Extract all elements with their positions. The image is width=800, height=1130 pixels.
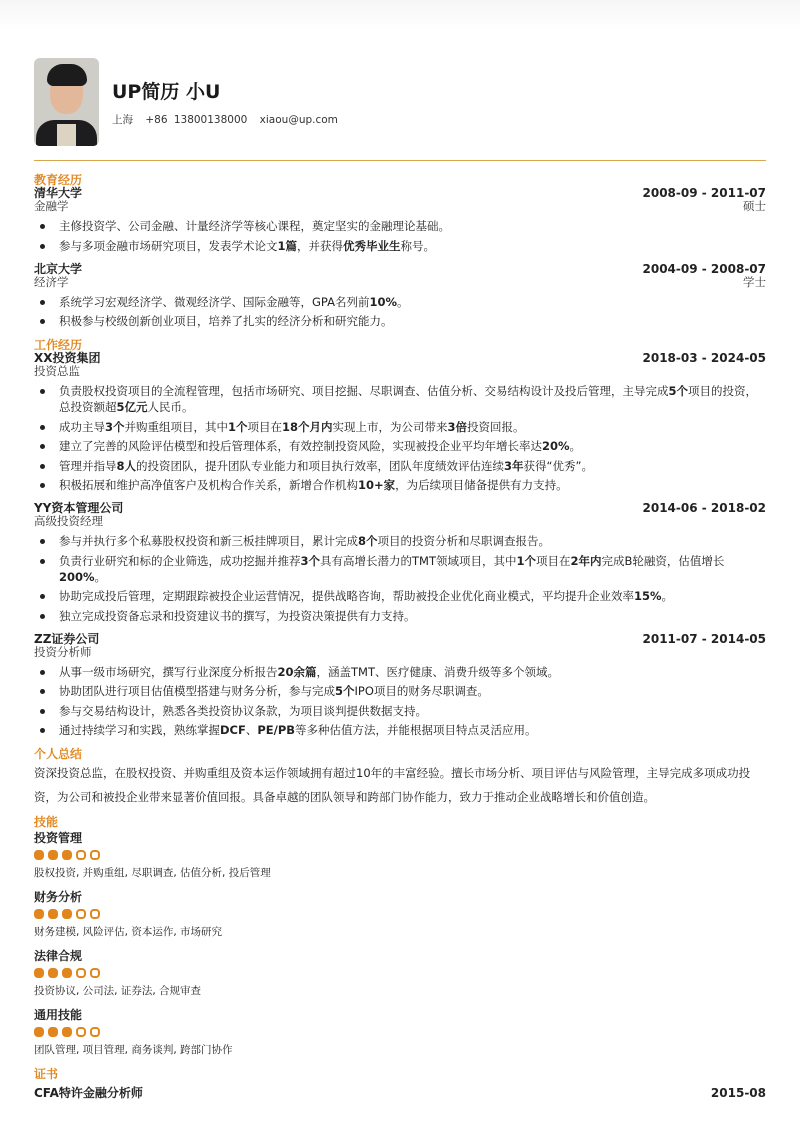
rating-dot-filled-icon: [48, 968, 58, 978]
section-title: 工作经历: [34, 338, 83, 352]
work-item: [34, 502, 766, 624]
rating-dot-empty-icon: [76, 850, 86, 860]
skill-rating: [34, 968, 766, 978]
education-section: [34, 173, 766, 329]
bullet-list: [34, 383, 766, 493]
bullet-text: 参与交易结构设计，熟悉各类投资协议条款，为项目谈判提供数据支持。: [59, 703, 427, 718]
bullet-text: 从事一级市场研究，撰写行业深度分析报告: [59, 664, 278, 679]
rating-dot-empty-icon: [90, 968, 100, 978]
bullet-list: [34, 218, 766, 254]
item-header: [34, 633, 766, 646]
skill-item: [34, 947, 766, 998]
role-or-major: 高级投资经理: [34, 514, 103, 528]
bullet-item: [34, 477, 766, 493]
bullet-item: [34, 703, 766, 719]
highlight-text: 5个: [668, 384, 689, 398]
bullet-text: 。: [94, 569, 107, 584]
rating-dot-filled-icon: [62, 850, 72, 860]
highlight-text: 5亿元: [116, 400, 148, 414]
page-top-shade: [0, 0, 800, 30]
rating-dot-filled-icon: [34, 909, 44, 919]
bullet-text: 的投资团队，提升团队专业能力和项目执行效率，团队年度绩效评估连续: [136, 458, 505, 473]
bullet-text: 通过持续学习和实践，熟练掌握: [59, 723, 220, 737]
rating-dot-filled-icon: [62, 968, 72, 978]
bullet-text: IPO项目的财务尽职调查。: [354, 684, 489, 698]
bullet-text: 积极参与校级创新创业项目，培养了扎实的经济分析和研究能力。: [59, 314, 393, 328]
bullet-text: 参与多项金融市场研究项目，发表学术论文: [59, 238, 278, 253]
rating-dot-empty-icon: [90, 1027, 100, 1037]
item-header: [34, 502, 766, 515]
bullet-text: ，涵盖TMT、医疗健康、消费升级等多个领域。: [316, 664, 559, 679]
bullet-text: ，并获得: [297, 238, 344, 253]
highlight-text: 1篇: [277, 238, 298, 253]
avatar-photo: [34, 58, 99, 146]
highlight-text: 2年内: [570, 553, 602, 568]
bullet-text: 项目的投资分析和尽职调查报告。: [377, 534, 551, 548]
bullet-text: 协助团队进行项目估值模型搭建与财务分析，参与完成: [59, 684, 335, 698]
email[interactable]: xiaou@up.com: [259, 114, 338, 126]
bullet-item: [34, 588, 766, 604]
skill-name: 财务分析: [34, 890, 83, 904]
bullet-item: [34, 294, 766, 310]
rating-dot-filled-icon: [34, 1027, 44, 1037]
highlight-text: 200%: [59, 569, 95, 584]
bullet-text: 、: [245, 723, 258, 737]
bullet-text: 项目在: [247, 419, 283, 434]
bullet-text: 投资回报。: [467, 419, 525, 434]
resume-header: [34, 58, 344, 146]
education-item: [34, 263, 766, 330]
work-item: [34, 352, 766, 493]
bullet-item: [34, 238, 766, 254]
highlight-text: 3个: [300, 553, 321, 568]
contact-info: [112, 112, 344, 127]
bullet-item: [34, 438, 766, 454]
organization: ZZ证券公司: [34, 631, 100, 646]
role-or-major: 投资分析师: [34, 644, 92, 659]
date-range: 2011-07 - 2014-05: [642, 631, 766, 646]
bullet-item: [34, 218, 766, 234]
highlight-text: 8个: [358, 534, 378, 548]
date-range: 2004-09 - 2008-07: [642, 261, 766, 276]
bullet-text: 称号。: [400, 238, 436, 253]
date-range: 2008-09 - 2011-07: [642, 186, 766, 200]
skill-rating: [34, 909, 766, 919]
bullet-text: 协助完成投后管理，定期跟踪被投企业运营情况，提供战略咨询，帮助被投企业优化商业模式，平均提升企业效率: [59, 589, 634, 603]
item-subheader: [34, 276, 766, 289]
item-subheader: [34, 365, 766, 378]
resume-body: [34, 173, 766, 1100]
highlight-text: 1个: [516, 553, 537, 568]
section-title: 证书: [34, 1067, 59, 1081]
bullet-text: 负责行业研究和标的企业筛选，成功挖掘并推荐: [59, 553, 301, 568]
rating-dot-filled-icon: [48, 1027, 58, 1037]
skill-item: [34, 1006, 766, 1057]
skill-item: [34, 888, 766, 939]
organization: 清华大学: [34, 186, 83, 200]
rating-dot-filled-icon: [48, 909, 58, 919]
phone: +86 13800138000: [145, 114, 248, 126]
bullet-text: 。: [397, 294, 409, 309]
rating-dot-filled-icon: [62, 909, 72, 919]
bullet-text: 系统学习宏观经济学、微观经济学、国际金融等，GPA名列前: [59, 294, 370, 309]
highlight-text: 15%: [634, 589, 662, 603]
bullet-text: 建立了完善的风险评估模型和投后管理体系，有效控制投资风险，实现被投企业平均年增长率达: [59, 439, 542, 453]
bullet-text: 等多种估值方法，并能根据项目特点灵活应用。: [295, 723, 537, 737]
skill-tags: 团队管理, 项目管理, 商务谈判, 跨部门协作: [34, 1044, 233, 1056]
section-title: 技能: [34, 815, 59, 829]
role-or-major: 投资总监: [34, 364, 80, 378]
skill-tags: 投资协议, 公司法, 证券法, 合规审查: [34, 985, 202, 997]
rating-dot-filled-icon: [62, 1027, 72, 1037]
bullet-text: ，为后续项目储备提供有力支持。: [395, 478, 568, 492]
work-section: [34, 338, 766, 738]
skill-name: 投资管理: [34, 831, 83, 845]
highlight-text: 20余篇: [277, 664, 317, 679]
bullet-text: 负责股权投资项目的全流程管理，包括市场研究、项目挖掘、尽职调查、估值分析、交易结构设计及投后管理，主导完成: [59, 384, 669, 398]
bullet-item: [34, 419, 766, 435]
section-title: 教育经历: [34, 173, 83, 187]
bullet-text: 。: [569, 439, 582, 453]
bullet-item: [34, 313, 766, 329]
rating-dot-empty-icon: [76, 909, 86, 919]
bullet-text: 参与并执行多个私募股权投资和新三板挂牌项目，累计完成: [59, 534, 358, 548]
skill-tags: 财务建模, 风险评估, 资本运作, 市场研究: [34, 926, 223, 938]
highlight-text: 18个月内: [282, 419, 333, 434]
section-title: 个人总结: [34, 747, 83, 761]
rating-dot-empty-icon: [90, 909, 100, 919]
highlight-text: 优秀毕业生: [343, 238, 401, 253]
bullet-item: [34, 533, 766, 549]
degree: 学士: [743, 274, 766, 289]
header-divider: [34, 160, 766, 161]
certificate-date: 2015-08: [710, 1086, 766, 1100]
highlight-text: 1个: [228, 419, 248, 434]
education-item: [34, 187, 766, 254]
highlight-text: 10%: [369, 294, 398, 309]
item-subheader: [34, 200, 766, 213]
date-range: 2018-03 - 2024-05: [642, 351, 766, 365]
highlight-text: 10+家: [358, 478, 396, 492]
bullet-text: 完成B轮融资，估值增长: [601, 553, 725, 568]
bullet-list: [34, 294, 766, 330]
bullet-item: [34, 458, 766, 474]
bullet-list: [34, 664, 766, 739]
highlight-text: DCF: [220, 723, 246, 737]
summary-section: [34, 747, 766, 809]
candidate-name: UP简历 小U: [112, 81, 221, 103]
bullet-text: 具有高增长潜力的TMT领域项目，其中: [320, 553, 517, 568]
work-item: [34, 633, 766, 739]
rating-dot-empty-icon: [76, 968, 86, 978]
item-subheader: [34, 646, 766, 659]
item-header: [34, 187, 766, 200]
bullet-text: 独立完成投资备忘录和投资建议书的撰写，为投资决策提供有力支持。: [59, 608, 416, 623]
city: 上海: [112, 114, 133, 126]
highlight-text: PE/PB: [257, 723, 296, 737]
skill-name: 通用技能: [34, 1008, 83, 1022]
bullet-text: 主修投资学、公司金融、计量经济学等核心课程，奠定坚实的金融理论基础。: [59, 219, 450, 233]
skill-rating: [34, 850, 766, 860]
bullet-item: [34, 722, 766, 738]
bullet-text: 积极拓展和维护高净值客户及机构合作关系，新增合作机构: [59, 478, 358, 492]
bullet-list: [34, 533, 766, 624]
skill-tags: 股权投资, 并购重组, 尽职调查, 估值分析, 投后管理: [34, 867, 271, 879]
highlight-text: 20%: [542, 439, 570, 453]
organization: XX投资集团: [34, 351, 101, 365]
item-subheader: [34, 515, 766, 528]
bullet-item: [34, 664, 766, 680]
bullet-text: 。: [661, 589, 674, 603]
role-or-major: 金融学: [34, 199, 69, 213]
organization: 北京大学: [34, 261, 83, 276]
certificate-item: [34, 1087, 766, 1100]
bullet-text: 项目在: [536, 553, 571, 568]
bullet-text: 管理并指导: [59, 458, 117, 473]
rating-dot-empty-icon: [90, 850, 100, 860]
rating-dot-filled-icon: [34, 850, 44, 860]
highlight-text: 3年: [504, 458, 524, 473]
bullet-item: [34, 683, 766, 699]
certificate-name: CFA特许金融分析师: [34, 1086, 143, 1100]
rating-dot-empty-icon: [76, 1027, 86, 1037]
skills-section: [34, 815, 766, 1057]
degree: 硕士: [743, 199, 766, 213]
skill-name: 法律合规: [34, 949, 83, 963]
skill-rating: [34, 1027, 766, 1037]
date-range: 2014-06 - 2018-02: [642, 501, 766, 515]
organization: YY资本管理公司: [34, 501, 124, 515]
bullet-item: [34, 383, 766, 415]
certificates-section: [34, 1067, 766, 1100]
bullet-item: [34, 553, 766, 585]
role-or-major: 经济学: [34, 274, 69, 289]
bullet-text: 并购重组项目，其中: [124, 419, 229, 434]
item-header: [34, 263, 766, 276]
summary-text: 资深投资总监，在股权投资、并购重组及资本运作领域拥有超过10年的丰富经验。擅长市场分析、项目评估与风险管理，主导完成多项成功投资，为公司和被投企业带来显著价值回报。具备卓越的团队领导和跨部门协作能力，致力于推动企业战略增长和价值创造。: [34, 766, 751, 804]
bullet-text: 人民币。: [147, 400, 194, 414]
highlight-text: 5个: [335, 684, 355, 698]
bullet-text: 获得“优秀”。: [523, 458, 593, 473]
highlight-text: 3倍: [447, 419, 468, 434]
rating-dot-filled-icon: [34, 968, 44, 978]
bullet-text: 实现上市，为公司带来: [332, 419, 448, 434]
item-header: [34, 352, 766, 365]
highlight-text: 8人: [116, 458, 137, 473]
highlight-text: 3个: [105, 419, 125, 434]
rating-dot-filled-icon: [48, 850, 58, 860]
bullet-item: [34, 608, 766, 624]
bullet-text: 项目的投资，总投资额超: [59, 384, 758, 414]
skill-item: [34, 829, 766, 880]
bullet-text: 成功主导: [59, 419, 105, 434]
